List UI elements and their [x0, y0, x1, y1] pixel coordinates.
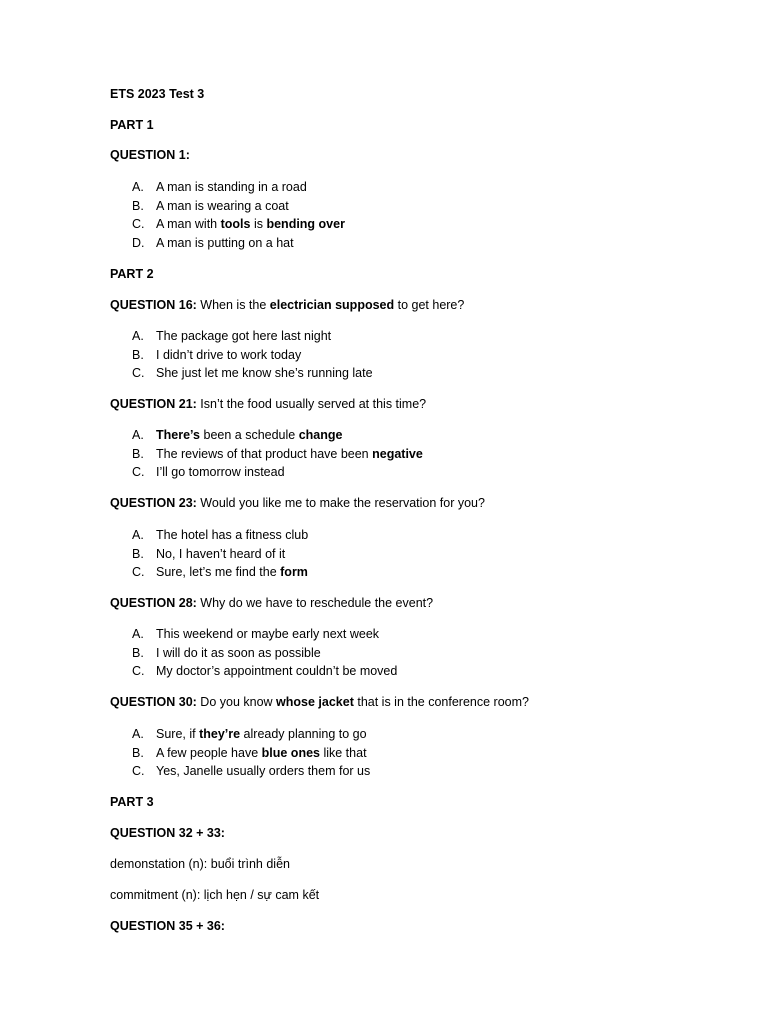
part-2-heading: PART 2: [110, 267, 154, 281]
document-title: ETS 2023 Test 3: [110, 87, 205, 101]
question-30-prompt: QUESTION 30: Do you know whose jacket that is in the conference room?: [110, 695, 529, 709]
question-21-prompt: QUESTION 21: Isn’t the food usually served at this time?: [110, 397, 427, 411]
vocab-demonstation: demonstation (n): buổi trình diễn: [110, 857, 290, 871]
question-28-prompt: QUESTION 28: Why do we have to reschedule the event?: [110, 596, 434, 610]
part-3-heading: PART 3: [110, 795, 154, 809]
question-1-label: QUESTION 1:: [110, 148, 190, 162]
document-page: ETS 2023 Test 3 PART 1 QUESTION 1: A. A man is standing in a road B. A man is wearing a coat C. A man with tools is bending over D. A man is putting on a hat PART 2 QUESTION 16: When is the electrician supposed to get here? A. The package got here last night B. I didn’t drive to work today C. She just let me know she’s running late QUESTION 21: Isn’t the food usually served at this time? A. There’s been a schedule change B. The reviews of that product have been negative C. I’ll go tomorrow instead QUESTION 23: Would you like me to make the reservation for you? A. The hotel has a fitness club B. No, I haven’t heard of it C. Sure, let’s me find the form QUESTION 28: Why do we have to reschedule the event? A. This weekend or maybe early next week B. I will do it as soon as possible C. My doctor’s appointment couldn’t be moved QUESTION 30: Do you know whose jacket that is in the conference room? A. Sure, if they’re already planning to go B. A few people have blue ones like that C. Yes, Janelle usually orders them for us PART 3 QUESTION 32 + 33: demonstation (n): buổi trình diễn commitment (n): lịch hẹn / sự cam kết QUESTION 35 + 36:: [110, 87, 529, 933]
part-1-heading: PART 1: [110, 118, 154, 132]
question-32-33-label: QUESTION 32 + 33:: [110, 826, 225, 840]
question-16-prompt: QUESTION 16: When is the electrician supposed to get here?: [110, 298, 465, 312]
question-23-prompt: QUESTION 23: Would you like me to make the reservation for you?: [110, 496, 485, 510]
question-35-36-label: QUESTION 35 + 36:: [110, 919, 225, 933]
vocab-commitment: commitment (n): lịch hẹn / sự cam kết: [110, 888, 320, 902]
